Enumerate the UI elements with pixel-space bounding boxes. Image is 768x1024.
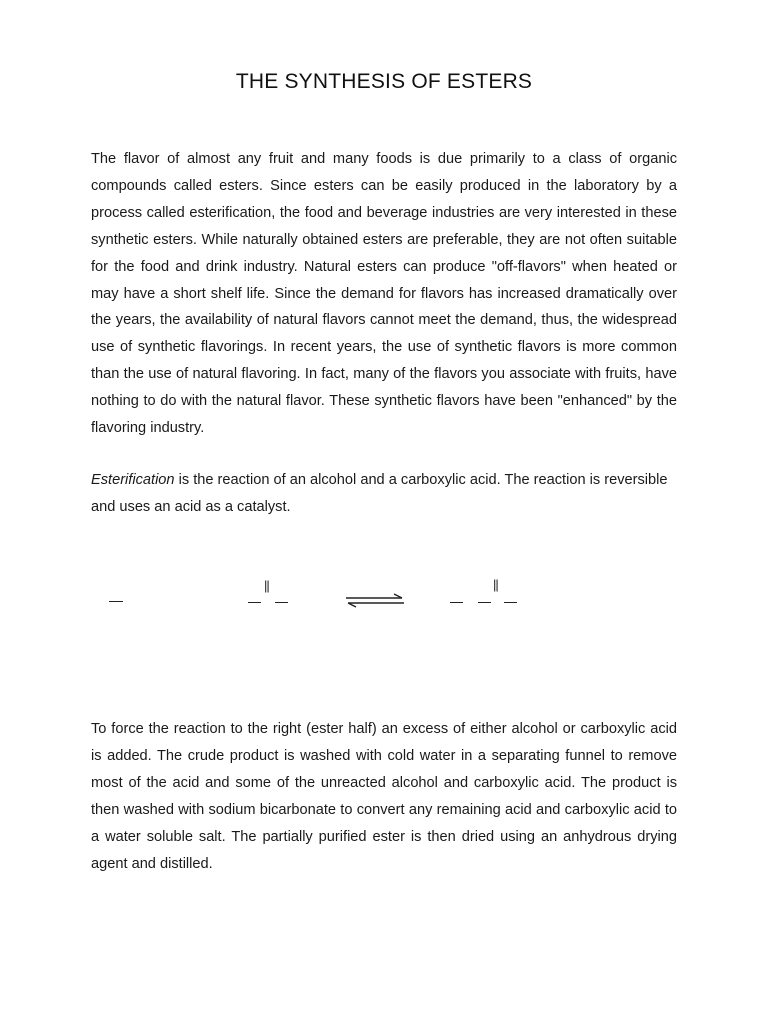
ester-double-bond: ||: [493, 577, 498, 592]
ester-bond-3: [504, 602, 517, 603]
reaction-equation: [0, 560, 768, 630]
equilibrium-arrow-icon: [344, 593, 406, 609]
ester-bond-1: [450, 602, 463, 603]
alcohol-bond: [109, 601, 123, 602]
ester-bond-2: [478, 602, 491, 603]
purification-paragraph: To force the reaction to the right (ester half) an excess of either alcohol or carboxylic acid is added. The crude product is washed with cold water in a separating funnel to remove most of the acid and some of the unreacted alcohol and carboxylic acid. The product is then washed with sodium bicarbonate to convert any remaining acid and carboxylic acid to a water soluble salt. The partially purified ester is then dried using an anhydrous drying agent and distilled.: [91, 721, 677, 872]
esterification-paragraph: [91, 467, 677, 521]
acid-bond-left: [248, 602, 261, 603]
esterification-definition: is the reaction of an alcohol and a carboxylic acid. The reaction is reversible and uses an acid as a catalyst.: [91, 472, 668, 515]
acid-bond-right: [275, 602, 288, 603]
page-title: THE SYNTHESIS OF ESTERS: [235, 70, 533, 93]
esterification-term: Esterification: [91, 472, 175, 488]
acid-double-bond: ||: [264, 578, 269, 593]
intro-paragraph: The flavor of almost any fruit and many foods is due primarily to a class of organic compounds called esters. Since esters can be easily produced in the laboratory by a process called esterification, the food and beverage industries are very interested in these synthetic esters. While naturally obtained esters are preferable, they are not often suitable for the food and drink industry. Natural esters can produce "off-flavors" when heated or may have a short shelf life. Since the demand for flavors has increased dramatically over the years, the availability of natural flavors cannot meet the demand, thus, the widespread use of synthetic flavorings. In recent years, the use of synthetic flavors is more common than the use of natural flavoring. In fact, many of the flavors you associate with fruits, have nothing to do with the natural flavor. These synthetic flavors have been "enhanced" by the flavoring industry.: [91, 151, 677, 437]
